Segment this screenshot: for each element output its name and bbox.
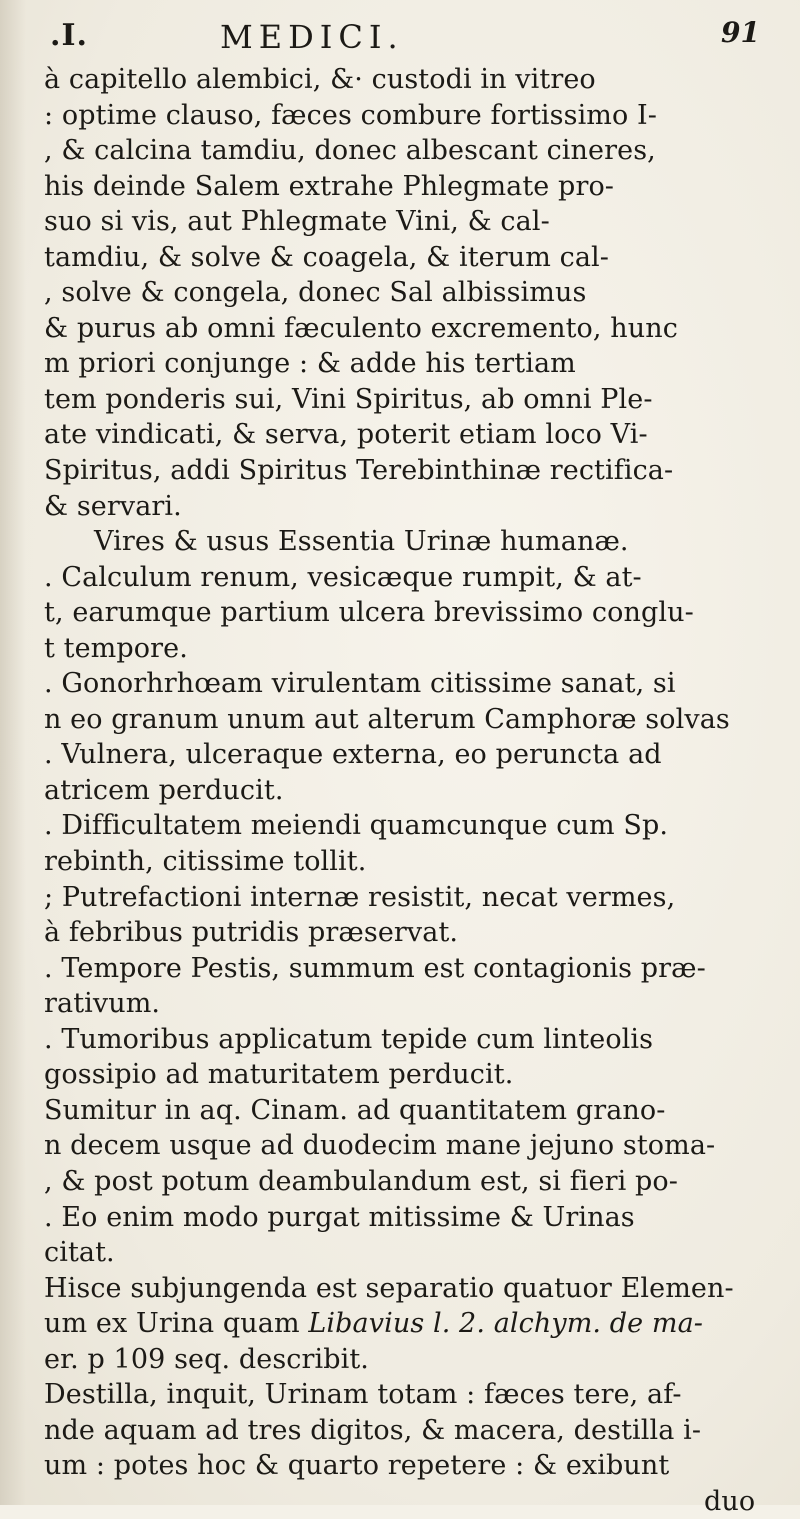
text-line <box>44 133 784 169</box>
text-line-content: . Tempore Pestis, summum est contagionis præ- <box>44 952 706 984</box>
text-line <box>44 1200 784 1236</box>
header-left-mark: .I. <box>50 18 88 53</box>
text-line-content: um ex Urina quam <box>44 1308 300 1340</box>
text-line <box>44 382 784 418</box>
text-line <box>44 666 784 702</box>
text-line <box>44 1271 784 1307</box>
catchword: duo <box>704 1485 756 1517</box>
text-line <box>44 453 784 489</box>
text-line <box>44 1306 784 1342</box>
running-header <box>50 12 780 56</box>
text-line-content: . Calculum renum, vesicæque rumpit, & at- <box>44 561 642 593</box>
text-line <box>44 986 784 1022</box>
text-line <box>44 880 784 916</box>
text-line-content: Vires & usus Essentia Urinæ humanæ. <box>94 526 629 558</box>
text-line <box>44 951 784 987</box>
text-line-content: n decem usque ad duodecim mane jejuno stoma- <box>44 1130 716 1162</box>
text-line-content: rebinth, citissime tollit. <box>44 846 367 878</box>
text-line <box>44 62 784 98</box>
text-line <box>44 1093 784 1129</box>
text-line <box>44 844 784 880</box>
text-line <box>44 524 784 560</box>
text-line-content: & servari. <box>44 490 182 522</box>
running-title: MEDICI. <box>220 18 404 56</box>
text-line <box>44 1057 784 1093</box>
text-line <box>44 595 784 631</box>
text-line <box>44 631 784 667</box>
text-line <box>44 275 784 311</box>
page-number: 91 <box>721 16 760 49</box>
text-line-content: à capitello alembici, &· custodi in vitreo <box>44 64 596 95</box>
text-line <box>44 417 784 453</box>
text-line-content: n eo granum unum aut alterum Camphoræ solvas <box>44 703 730 735</box>
text-line <box>44 204 784 240</box>
text-line-content: um : potes hoc & quarto repetere : & exibunt <box>44 1450 670 1482</box>
text-line-content: . Vulnera, ulceraque externa, eo peruncta ad <box>44 739 662 771</box>
text-line-content: tamdiu, & solve & coagela, & iterum cal- <box>44 241 609 273</box>
text-line-content: . Difficultatem meiendi quamcunque cum Sp. <box>44 810 669 842</box>
text-line <box>44 1128 784 1164</box>
text-line <box>44 737 784 773</box>
text-line-content: & purus ab omni fæculento excremento, hunc <box>44 312 678 344</box>
text-line <box>44 560 784 596</box>
text-line <box>44 808 784 844</box>
text-line-content: citat. <box>44 1237 115 1269</box>
text-line <box>44 311 784 347</box>
text-line-content: atricem perducit. <box>44 774 284 806</box>
text-line-content: t tempore. <box>44 632 188 664</box>
text-line-content: ; Putrefactioni internæ resistit, necat vermes, <box>44 881 676 913</box>
text-line <box>44 489 784 525</box>
text-line-content: ate vindicati, & serva, poterit etiam loco Vi- <box>44 419 648 451</box>
text-line <box>44 98 784 134</box>
text-line-content: m priori conjunge : & adde his tertiam <box>44 348 576 380</box>
text-line <box>44 346 784 382</box>
italic-citation: Libavius l. 2. alchym. de ma- <box>308 1308 704 1340</box>
body-text <box>44 62 784 1519</box>
text-line-content: nde aquam ad tres digitos, & macera, destilla i- <box>44 1414 702 1446</box>
text-line <box>44 240 784 276</box>
text-line <box>44 915 784 951</box>
text-line <box>44 1413 784 1449</box>
text-line-content: , solve & congela, donec Sal albissimus <box>44 277 587 309</box>
text-line <box>44 1448 784 1484</box>
text-line <box>44 702 784 738</box>
text-line <box>44 169 784 205</box>
text-line-content: , & post potum deambulandum est, si fieri po- <box>44 1165 679 1197</box>
text-line <box>44 1377 784 1413</box>
text-line <box>44 1235 784 1271</box>
text-line <box>44 1022 784 1058</box>
text-line-content: Destilla, inquit, Urinam totam : fæces tere, af- <box>44 1379 682 1411</box>
text-line-content: . Gonorhrhœam virulentam citissime sanat, si <box>44 668 676 700</box>
text-line-content: tem ponderis sui, Vini Spiritus, ab omni Ple- <box>44 383 653 415</box>
text-line-content: à febribus putridis præservat. <box>44 917 459 949</box>
text-line-content: er. p 109 seq. describit. <box>44 1343 369 1375</box>
text-line-content: : optime clauso, fæces combure fortissimo I- <box>44 99 658 131</box>
gutter-shadow <box>0 0 26 1505</box>
text-line <box>44 1342 784 1378</box>
text-line <box>44 773 784 809</box>
text-line-content: his deinde Salem extrahe Phlegmate pro- <box>44 170 615 202</box>
text-line-content: gossipio ad maturitatem perducit. <box>44 1059 514 1091</box>
text-line <box>44 1164 784 1200</box>
text-line-content: . Tumoribus applicatum tepide cum linteolis <box>44 1023 654 1055</box>
text-line-content: Hisce subjungenda est separatio quatuor Elemen- <box>44 1272 734 1304</box>
text-line-content: Sumitur in aq. Cinam. ad quantitatem grano- <box>44 1094 666 1126</box>
text-line-content: . Eo enim modo purgat mitissime & Urinas <box>44 1201 635 1233</box>
text-line-content: suo si vis, aut Phlegmate Vini, & cal- <box>44 206 550 238</box>
text-line-content: , & calcina tamdiu, donec albescant cineres, <box>44 135 656 167</box>
text-line-content: Spiritus, addi Spiritus Terebinthinæ rectifica- <box>44 455 674 487</box>
text-line-content: t, earumque partium ulcera brevissimo conglu- <box>44 597 694 629</box>
text-line-content: rativum. <box>44 988 161 1020</box>
